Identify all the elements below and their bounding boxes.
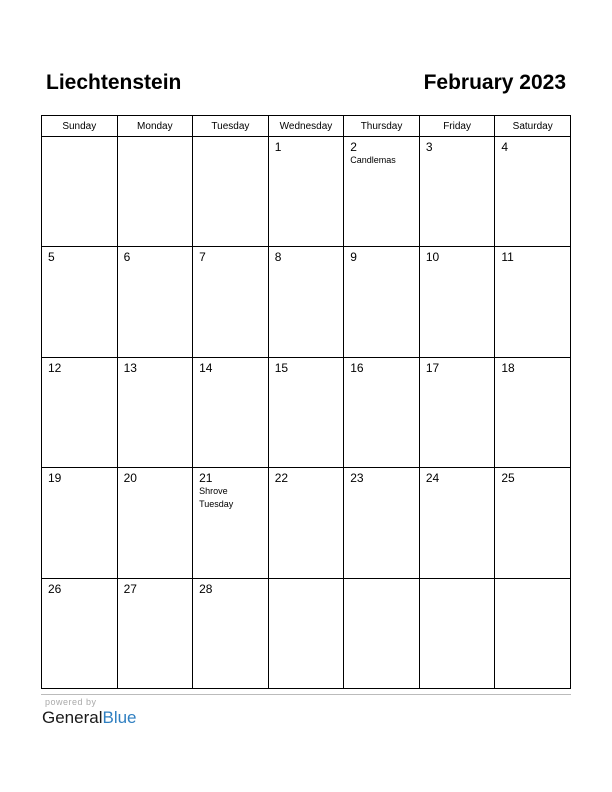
weekday-wednesday: Wednesday	[268, 116, 344, 137]
weekday-tuesday: Tuesday	[193, 116, 269, 137]
day-number: 8	[274, 250, 282, 265]
day-cell	[117, 357, 193, 467]
day-cell	[344, 357, 420, 467]
day-cell	[117, 468, 193, 578]
day-cell	[42, 468, 118, 578]
day-number: 25	[501, 471, 515, 486]
day-number: 9	[350, 250, 357, 265]
day-cell	[268, 247, 344, 357]
day-number: 20	[123, 471, 137, 486]
day-number: 11	[501, 250, 514, 265]
brand-name-blue: Blue	[102, 708, 137, 727]
footer-divider	[41, 694, 571, 695]
day-number: 16	[350, 360, 364, 375]
weekday-thursday: Thursday	[344, 116, 420, 137]
day-cell	[193, 578, 269, 688]
weekday-header-row	[42, 116, 571, 137]
weekday-sunday: Sunday	[42, 116, 118, 137]
day-cell	[344, 247, 420, 357]
day-cell	[193, 247, 269, 357]
day-cell	[495, 137, 571, 247]
day-cell	[193, 357, 269, 467]
day-cell	[42, 578, 118, 688]
day-cell	[495, 247, 571, 357]
week-row	[42, 247, 571, 357]
day-number: 6	[123, 250, 131, 265]
day-number: 22	[274, 471, 289, 486]
day-cell	[117, 247, 193, 357]
day-number: 23	[350, 471, 364, 486]
day-cell	[419, 357, 495, 467]
country-title: Liechtenstein	[46, 71, 182, 94]
day-number: 15	[274, 360, 289, 375]
day-number: 4	[501, 140, 509, 154]
day-cell	[419, 578, 495, 688]
day-cell	[344, 468, 420, 578]
day-cell	[419, 247, 495, 357]
day-cell	[117, 578, 193, 688]
day-cell	[344, 137, 420, 247]
week-row	[42, 468, 571, 578]
week-row	[42, 578, 571, 688]
holiday-label: Shrove Tuesday	[199, 486, 234, 510]
day-number: 13	[123, 360, 137, 375]
week-row	[42, 357, 571, 467]
powered-by-label: powered by	[45, 697, 97, 707]
calendar-grid	[41, 115, 571, 689]
day-cell	[268, 357, 344, 467]
day-cell	[268, 578, 344, 688]
day-number: 3	[425, 140, 433, 154]
day-number: 18	[501, 360, 515, 375]
day-cell	[419, 468, 495, 578]
day-number: 12	[48, 360, 62, 375]
day-cell	[495, 357, 571, 467]
weekday-monday: Monday	[117, 116, 193, 137]
week-row	[42, 137, 571, 247]
month-year-title: February 2023	[423, 71, 566, 94]
day-cell	[193, 137, 269, 247]
brand-name-general: General	[42, 708, 103, 727]
day-number: 2	[350, 140, 357, 154]
day-cell	[42, 137, 118, 247]
day-number: 10	[425, 250, 440, 265]
day-cell	[495, 578, 571, 688]
day-cell	[268, 137, 344, 247]
weekday-friday: Friday	[419, 116, 495, 137]
day-cell	[419, 137, 495, 247]
day-number: 27	[123, 581, 137, 596]
day-cell	[193, 468, 269, 578]
day-number: 14	[199, 360, 213, 375]
day-number: 21	[199, 471, 213, 486]
weekday-saturday: Saturday	[495, 116, 571, 137]
day-number: 24	[425, 471, 440, 486]
day-number: 28	[199, 581, 213, 596]
day-cell	[42, 357, 118, 467]
day-number: 1	[274, 140, 282, 154]
day-cell	[495, 468, 571, 578]
holiday-label: Candlemas	[350, 155, 396, 165]
brand-logo[interactable]	[42, 708, 137, 728]
day-cell	[344, 578, 420, 688]
day-number: 19	[48, 471, 62, 486]
day-number: 26	[48, 581, 62, 596]
day-cell	[117, 137, 193, 247]
day-number: 17	[425, 360, 440, 375]
day-cell	[268, 468, 344, 578]
day-number: 5	[48, 250, 55, 265]
day-cell	[42, 247, 118, 357]
day-number: 7	[199, 250, 206, 265]
